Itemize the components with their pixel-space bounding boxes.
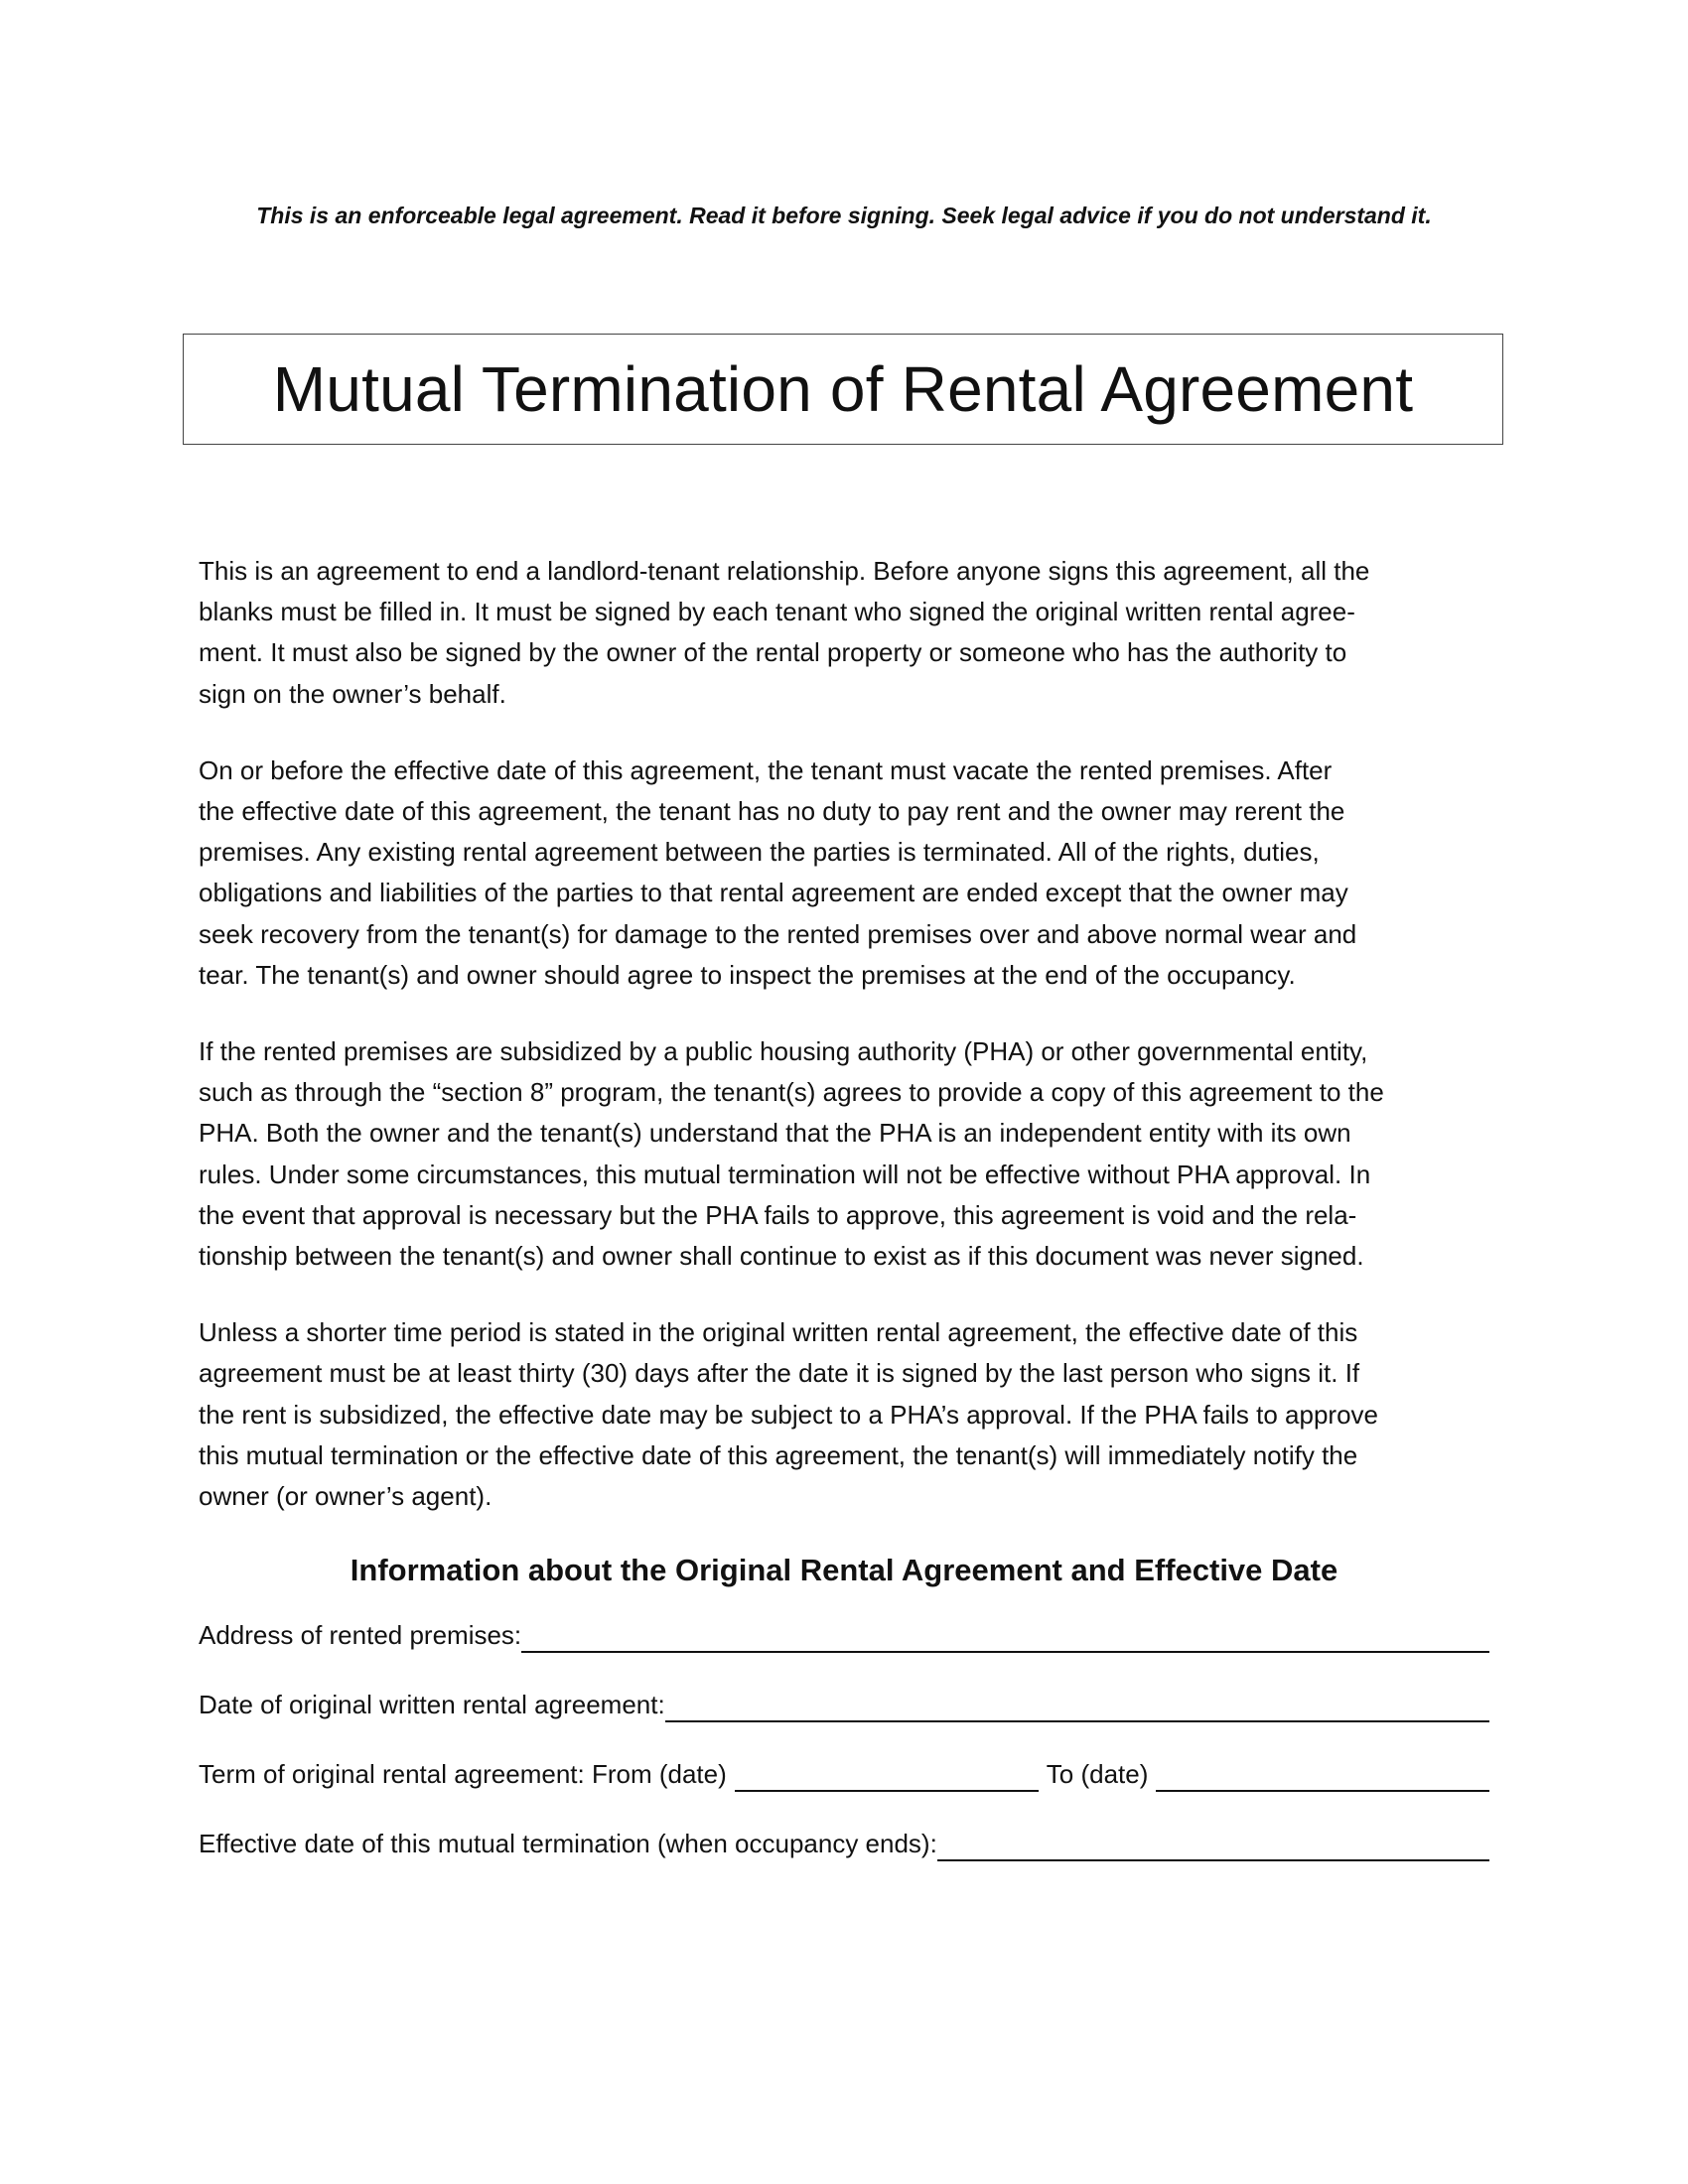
paragraph-intro — [199, 551, 1499, 715]
paragraph-line: tear. The tenant(s) and owner should agree to inspect the premises at the end of the occupancy. — [199, 959, 1296, 990]
paragraph-line: premises. Any existing rental agreement between the parties is terminated. All of the rights, duties, — [199, 837, 1320, 868]
section-heading: Information about the Original Rental Agreement and Effective Date — [350, 1553, 1338, 1587]
effective-date-label: Effective date of this mutual termination (when occupancy ends): — [199, 1829, 937, 1858]
paragraph-line: If the rented premises are subsidized by a public housing authority (PHA) or other governmental entity, — [199, 1036, 1368, 1067]
effective-date-field-row — [199, 1822, 1489, 1861]
paragraph-line: this mutual termination or the effective date of this agreement, the tenant(s) will immediately notify the — [199, 1439, 1358, 1470]
paragraph-line: agreement must be at least thirty (30) days after the date it is signed by the last person who signs it. If — [199, 1358, 1360, 1389]
term-from-blank[interactable] — [735, 1762, 1039, 1792]
paragraph-line: such as through the “section 8” program, the tenant(s) agrees to provide a copy of this agreement to the — [199, 1077, 1384, 1108]
original-date-blank[interactable] — [665, 1693, 1489, 1722]
paragraph-line: owner (or owner’s agent). — [199, 1481, 492, 1512]
paragraph-subsidized — [199, 1031, 1499, 1277]
effective-date-blank[interactable] — [937, 1832, 1489, 1861]
paragraph-line: seek recovery from the tenant(s) for damage to the rented premises over and above normal wear and — [199, 918, 1357, 949]
paragraph-line: obligations and liabilities of the parties to that rental agreement are ended except that the owner may — [199, 878, 1348, 908]
term-from-label: Term of original rental agreement: From (date) — [199, 1759, 727, 1789]
paragraph-line: PHA. Both the owner and the tenant(s) understand that the PHA is an independent entity with its own — [199, 1118, 1351, 1149]
agreement-body — [199, 551, 1499, 1553]
title-box — [183, 334, 1503, 445]
paragraph-line: rules. Under some circumstances, this mutual termination will not be effective without PHA approval. In — [199, 1159, 1371, 1189]
paragraph-effective-date — [199, 1312, 1499, 1517]
address-blank[interactable] — [521, 1623, 1489, 1653]
original-date-label: Date of original written rental agreement: — [199, 1690, 665, 1719]
original-date-field-row — [199, 1683, 1489, 1722]
address-label: Address of rented premises: — [199, 1620, 522, 1650]
legal-notice: This is an enforceable legal agreement. Read it before signing. Seek legal advice if you do not understand it. — [256, 203, 1432, 228]
term-to-label: To (date) — [1046, 1759, 1149, 1789]
term-field-row — [199, 1752, 1489, 1792]
paragraph-line: sign on the owner’s behalf. — [199, 678, 506, 709]
paragraph-line: tionship between the tenant(s) and owner shall continue to exist as if this document was never signed. — [199, 1241, 1364, 1272]
paragraph-line: the rent is subsidized, the effective date may be subject to a PHA’s approval. If the PHA fails to approve — [199, 1399, 1379, 1430]
paragraph-line: blanks must be filled in. It must be signed by each tenant who signed the original written rental agree- — [199, 597, 1355, 627]
paragraph-line: the effective date of this agreement, the tenant has no duty to pay rent and the owner may rerent the — [199, 796, 1345, 827]
address-field-row — [199, 1613, 1489, 1653]
paragraph-line: Unless a shorter time period is stated in the original written rental agreement, the effective date of this — [199, 1317, 1358, 1348]
paragraph-line: This is an agreement to end a landlord-tenant relationship. Before anyone signs this agreement, all the — [199, 556, 1370, 586]
paragraph-line: On or before the effective date of this agreement, the tenant must vacate the rented premises. After — [199, 754, 1333, 785]
paragraph-line: ment. It must also be signed by the owner of the rental property or someone who has the authority to — [199, 637, 1347, 668]
paragraph-vacate — [199, 751, 1499, 996]
document-title: Mutual Termination of Rental Agreement — [272, 353, 1414, 425]
term-to-blank[interactable] — [1156, 1762, 1489, 1792]
paragraph-line: the event that approval is necessary but the PHA fails to approve, this agreement is void and the rela- — [199, 1199, 1357, 1230]
